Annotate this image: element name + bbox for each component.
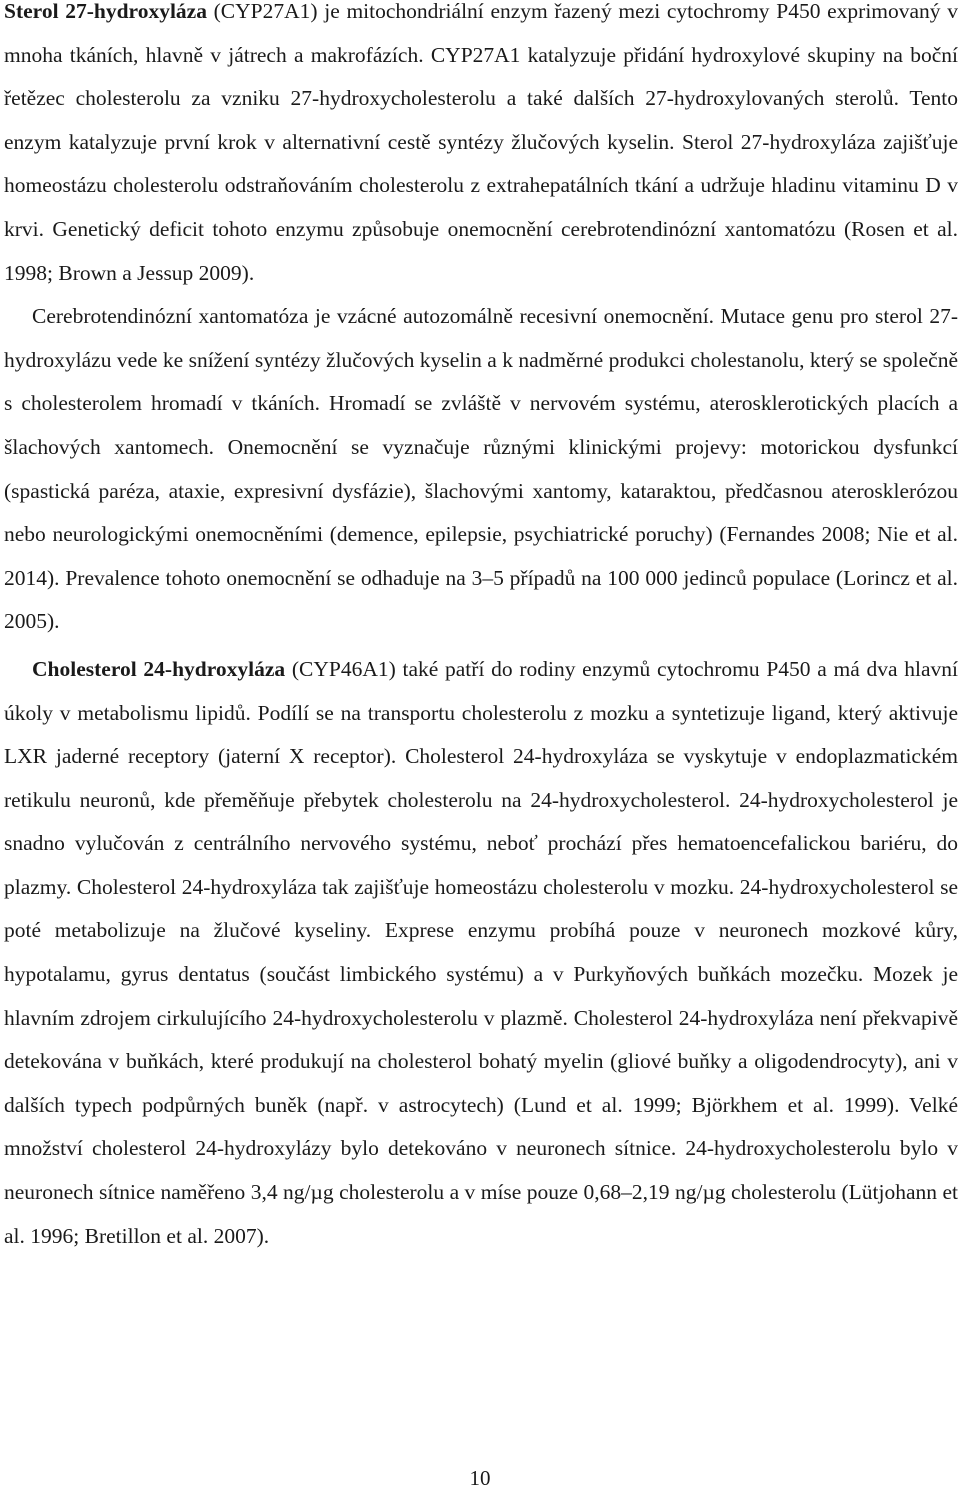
term-cholesterol-24-hydroxylase: Cholesterol 24-hydroxyláza bbox=[32, 656, 286, 681]
term-sterol-27-hydroxylase: Sterol 27-hydroxyláza bbox=[4, 0, 207, 23]
paragraph-text: (CYP27A1) je mitochondriální enzym řazený mezi cytochromy P450 exprimovaný v mnoha tkáních, hlavně v játrech a makrofázích. CYP27A1 katalyzuje přidání hydroxylové skupiny na boční řetězec cholesterolu za vzniku 27-hydroxycholesterolu a také dalších 27-hydroxylovaných sterolů. Tento enzym katalyzuje první krok v alternativní cestě syntézy žlučových kyselin. Sterol 27-hydroxyláza zajišťuje homeostázu cholesterolu odstraňováním cholesterolu z extrahepatálních tkání a udržuje hladinu vitaminu D v krvi. Genetický deficit tohoto enzymu způsobuje onemocnění cerebrotendinózní xantomatózu (Rosen et al. 1998; Brown a Jessup 2009). bbox=[4, 0, 958, 285]
page-number: 10 bbox=[469, 1466, 491, 1490]
paragraph-text: (CYP46A1) také patří do rodiny enzymů cytochromu P450 a má dva hlavní úkoly v metabolismu lipidů. Podílí se na transportu cholesterolu z mozku a syntetizuje ligand, který aktivuje LXR jaderné receptory (jaterní X receptor). Cholesterol 24-hydroxyláza se vyskytuje v endoplazmatickém retikulu neuronů, kde přeměňuje přebytek cholesterolu na 24-hydroxycholesterol. 24-hydroxycholesterol je snadno vylučován z centrálního nervového systému, neboť prochází přes hematoencefalickou bariéru, do plazmy. Cholesterol 24-hydroxyláza tak zajišťuje homeostázu cholesterolu v mozku. 24-hydroxycholesterol se poté metabolizuje na žlučové kyseliny. Exprese enzymu probíhá pouze v neuronech mozkové kůry, hypotalamu, gyrus dentatus (součást limbického systému) a v Purkyňových buňkách mozečku. Mozek je hlavním zdrojem cirkulujícího 24-hydroxycholesterolu v plazmě. Cholesterol 24-hydroxyláza není překvapivě detekována v buňkách, které produkují na cholesterol bohatý myelin (gliové buňky a oligodendrocyty), ani v dalších typech podpůrných buněk (např. v astrocytech) (Lund et al. 1999; Björkhem et al. 1999). Velké množství cholesterol 24-hydroxylázy bylo detekováno v neuronech sítnice. 24-hydroxycholesterolu bylo v neuronech sítnice naměřeno 3,4 ng/µg cholesterolu a v míse pouze 0,68–2,19 ng/µg cholesterolu (Lütjohann et al. 1996; Bretillon et al. 2007). bbox=[4, 656, 958, 1248]
paragraph-cyp46a1 bbox=[4, 648, 958, 1258]
paragraph-cerebrotendinous-xanthomatosis bbox=[4, 295, 958, 644]
paragraph-text: Cerebrotendinózní xantomatóza je vzácné autozomálně recesivní onemocnění. Mutace genu pro sterol 27-hydroxylázu vede ke snížení syntézy žlučových kyselin a k nadměrné produkci cholestanolu, který se společně s cholesterolem hromadí v tkáních. Hromadí se zvláště v nervovém systému, aterosklerotických placích a šlachových xantomech. Onemocnění se vyznačuje různými klinickými projevy: motorickou dysfunkcí (spastická paréza, ataxie, expresivní dysfázie), šlachovými xantomy, kataraktou, předčasnou aterosklerózou nebo neurologickými onemocněními (demence, epilepsie, psychiatrické poruchy) (Fernandes 2008; Nie et al. 2014). Prevalence tohoto onemocnění se odhaduje na 3–5 případů na 100 000 jedinců populace (Lorincz et al. 2005). bbox=[4, 304, 958, 634]
paragraph-cyp27a1 bbox=[4, 0, 958, 295]
